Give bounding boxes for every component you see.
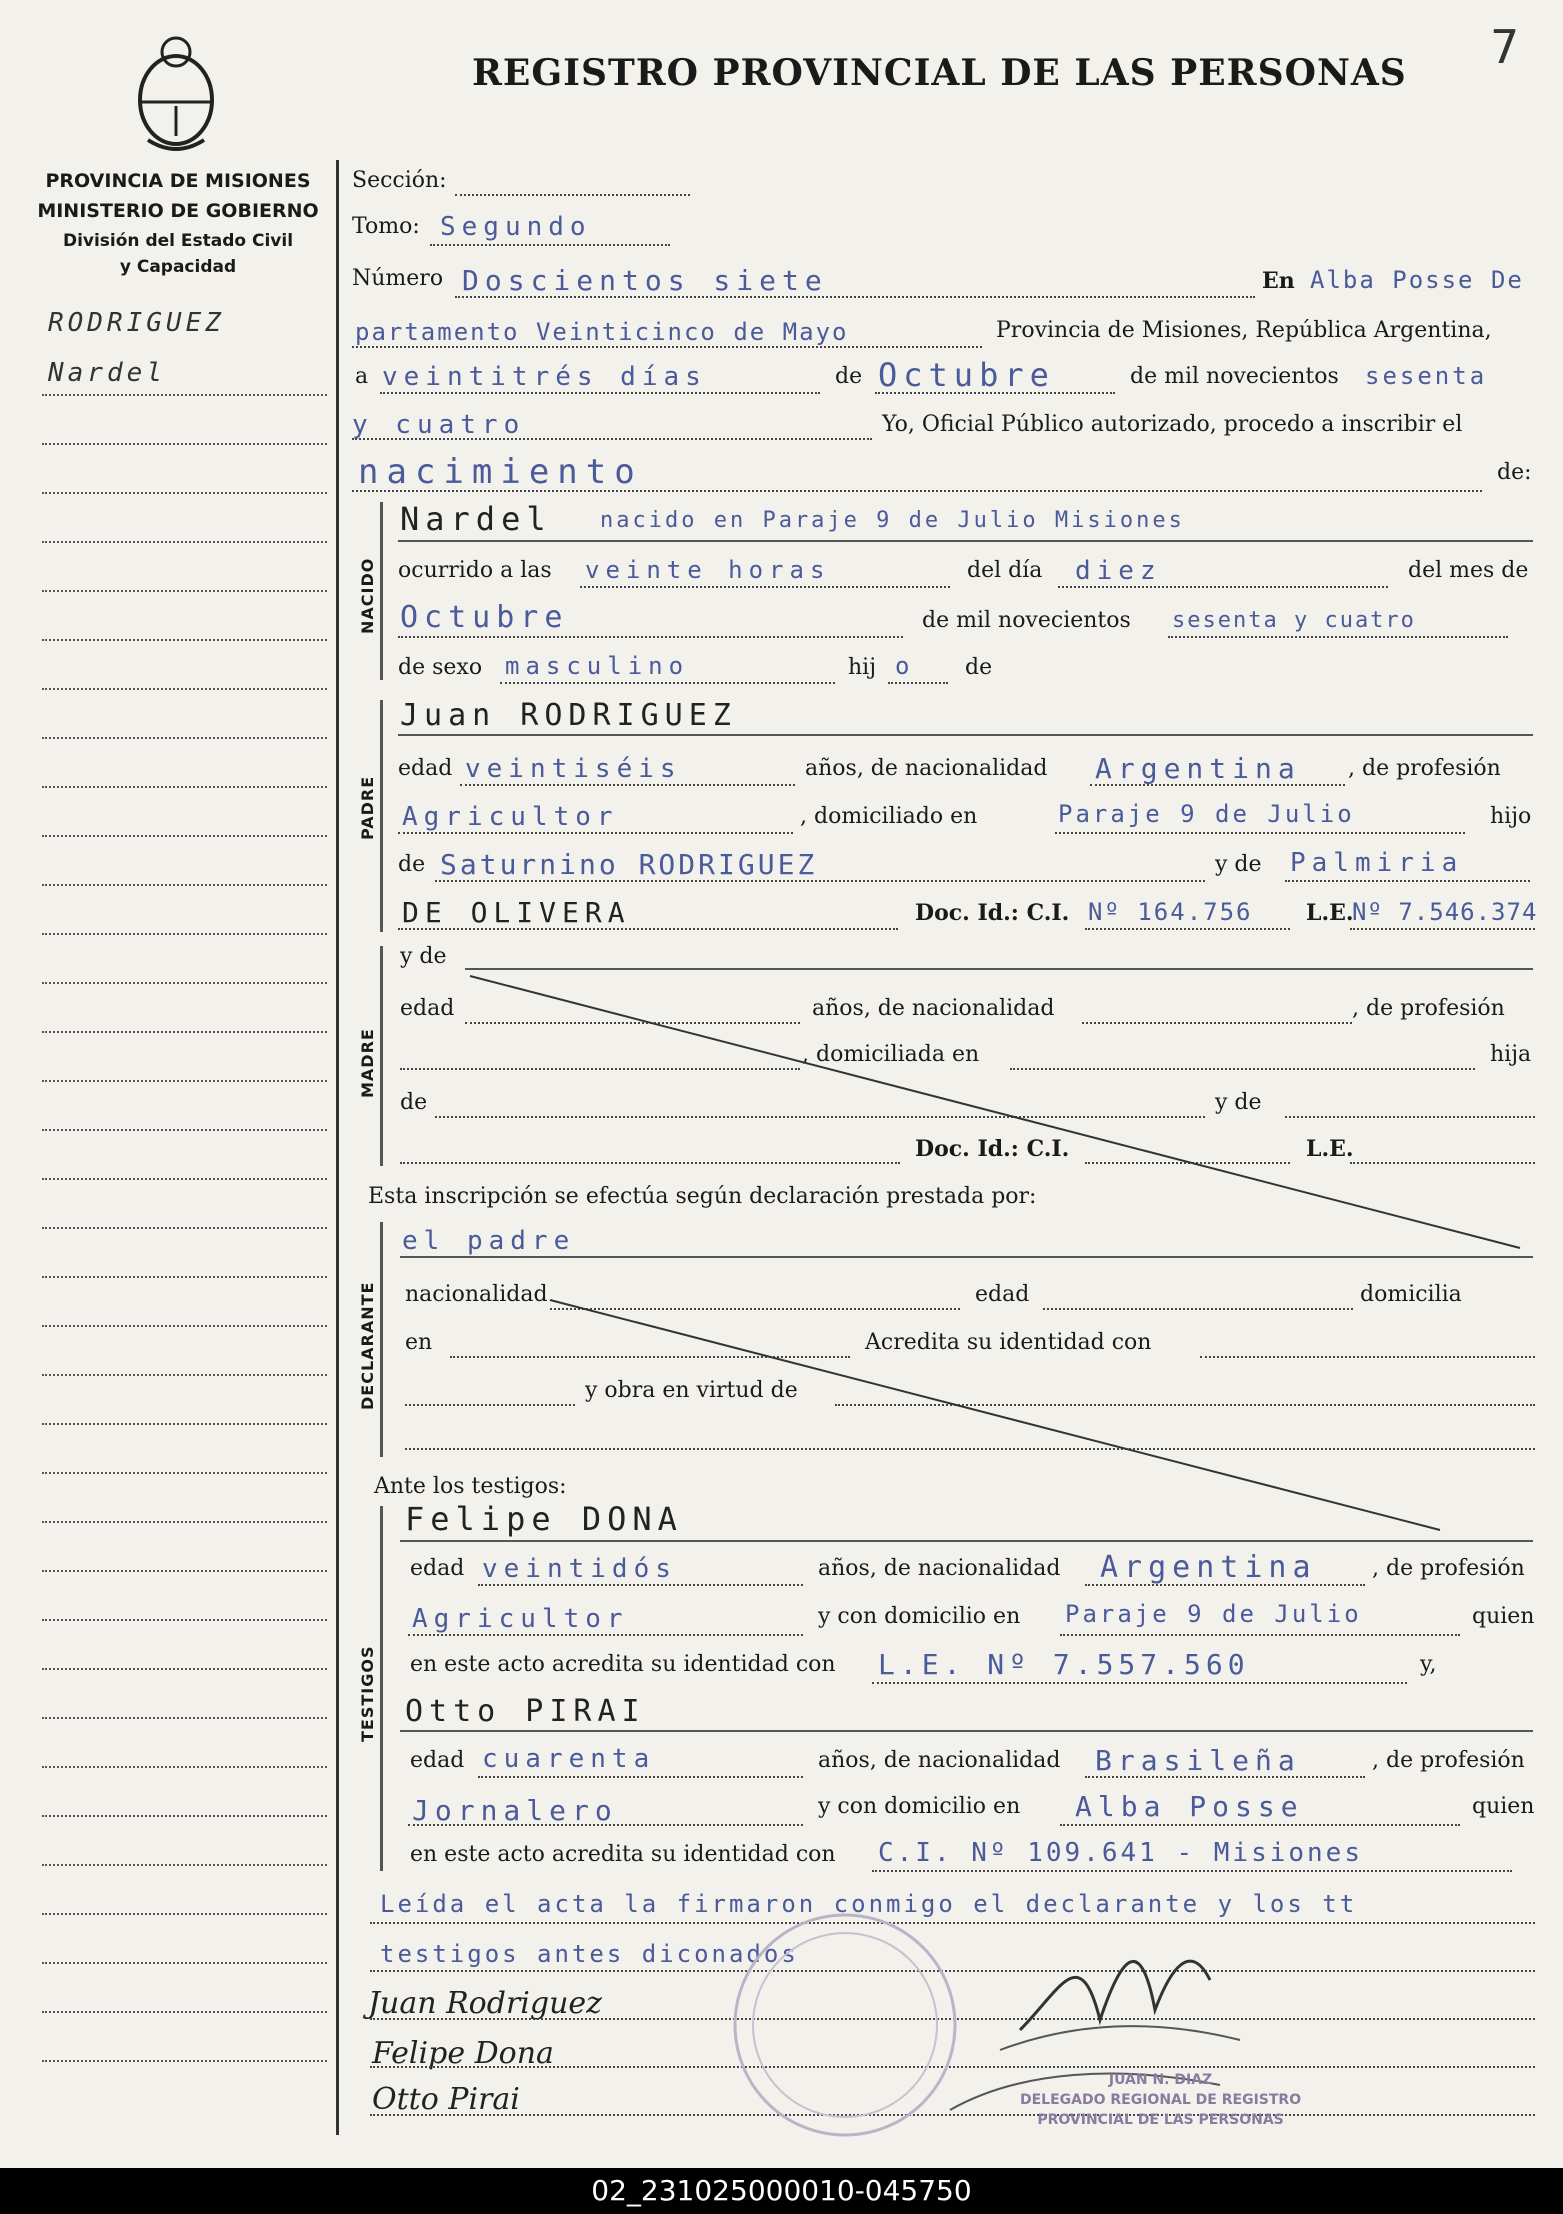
padre-nac-value: Argentina [1095,752,1301,785]
document-title: REGISTRO PROVINCIAL DE LAS PERSONAS [472,52,1407,94]
tomo-value: Segundo [440,212,592,242]
sexo-label: de sexo [398,655,483,680]
decl-obra-label: y obra en virtud de [585,1378,798,1403]
hij-de-label: de [965,655,993,680]
t1-dom-label: y con domicilio en [818,1604,1021,1629]
stamp-line-2: DELEGADO REGIONAL DE REGISTRO [1020,2092,1302,2108]
de-mes-label: de [835,364,863,389]
margin-given-name: Nardel [48,358,166,388]
padre-dom-label: , domiciliado en [800,804,978,829]
testigo1-nombre-value: Felipe DONA [405,1500,683,1538]
a-label: a [355,364,369,389]
t1-dom-value: Paraje 9 de Julio [1065,1600,1362,1628]
firma-felipe: Felipe Dona [372,2036,554,2071]
decl-nac-label: nacionalidad [405,1282,548,1307]
t1-acredita-label: en este acto acredita su identidad con [410,1652,836,1677]
hij-label: hij [848,655,877,680]
t2-doc-value: C.I. Nº 109.641 - Misiones [878,1838,1363,1868]
t2-nac-value: Brasileña [1095,1744,1301,1777]
t1-edad-label: edad [410,1556,465,1581]
decl-acredita-label: Acredita su identidad con [865,1330,1152,1355]
dias-value: veintitrés días [382,362,707,392]
hij-value: o [895,652,916,680]
abuela-2-value: DE OLIVERA [402,896,631,929]
abuelo-de-label: de [398,852,426,877]
padre-prof-value: Agricultor [402,802,619,832]
padre-hijo-label: hijo [1490,804,1532,829]
anio-nac-value: sesenta y cuatro [1172,608,1416,633]
decl-en-label: en [405,1330,433,1355]
t1-prof-value: Agricultor [412,1604,629,1634]
t1-prof-label: , de profesión [1372,1556,1525,1581]
testigos-side-label: TESTIGOS [358,1645,377,1742]
abuela-value: Palmiria [1290,848,1464,878]
stamp-line-3: PROVINCIAL DE LAS PERSONAS [1037,2112,1284,2128]
esta-inscripcion-label: Esta inscripción se efectúa según declaración prestada por: [368,1184,1037,1209]
nacido-side-label: NACIDO [358,557,377,634]
t2-prof-value: Jornalero [412,1794,618,1827]
t1-quien-label: quien [1472,1604,1535,1629]
t2-nac-label: años, de nacionalidad [818,1748,1061,1773]
t2-edad-value: cuarenta [482,1744,656,1774]
padre-edad-label: edad [398,756,453,781]
ministry-heading: MINISTERIO DE GOBIERNO [37,200,319,222]
mes-nac-value: Octubre [400,600,569,635]
declarante-side-label: DECLARANTE [358,1281,377,1410]
leida-line-2: testigos antes diconados [380,1940,799,1968]
madre-le-label: L.E. [1306,1136,1354,1162]
de-colon-label: de: [1497,460,1532,485]
de-mil-label: de mil novecientos [1130,364,1339,389]
province-heading: PROVINCIA DE MISIONES [45,170,311,192]
decl-domicilia-label: domicilia [1360,1282,1462,1307]
numero-value: Doscientos siete [462,264,828,297]
en-value: Alba Posse De [1310,266,1524,294]
t1-nac-label: años, de nacionalidad [818,1556,1061,1581]
leida-line-1: Leída el acta la firmaron conmigo el declarante y los tt [380,1890,1358,1918]
t2-dom-label: y con domicilio en [818,1794,1021,1819]
padre-doc-label: Doc. Id.: C.I. [915,900,1070,926]
madre-hija-label: hija [1490,1042,1532,1067]
acto-value: nacimiento [358,452,643,492]
provincia-label: Provincia de Misiones, República Argentina, [996,318,1492,343]
numero-label: Número [352,266,444,291]
yo-label: Yo, Oficial Público autorizado, procedo a inscribir el [882,412,1463,437]
ocurrido-label: ocurrido a las [398,558,552,583]
abuela-y-de-label: y de [1215,852,1262,877]
madre-de-label: de [400,1090,428,1115]
madre-y-de-label: y de [400,944,447,969]
madre-doc-label: Doc. Id.: C.I. [915,1136,1070,1162]
t2-acredita-label: en este acto acredita su identidad con [410,1842,836,1867]
t2-quien-label: quien [1472,1794,1535,1819]
madre-prof-label: , de profesión [1352,996,1505,1021]
declarante-value: el padre [402,1226,576,1256]
t2-edad-label: edad [410,1748,465,1773]
t2-dom-value: Alba Posse [1075,1790,1304,1823]
sexo-value: masculino [505,652,690,680]
madre-nac-label: años, de nacionalidad [812,996,1055,1021]
anio-value-2: y cuatro [352,410,526,440]
padre-edad-value: veintiséis [465,754,682,784]
t1-y-label: y, [1420,1652,1437,1677]
abuelo-value: Saturnino RODRIGUEZ [440,848,818,881]
padre-nac-label: años, de nacionalidad [805,756,1048,781]
t1-nac-value: Argentina [1100,1550,1317,1585]
padre-ci-value: Nº 164.756 [1088,898,1253,926]
padre-le-label: L.E. [1306,900,1354,926]
footer-caption: 02_231025000010-045750 [0,2168,1563,2214]
madre-y-de-label-2: y de [1215,1090,1262,1115]
t1-doc-value: L.E. Nº 7.557.560 [878,1648,1250,1681]
nacido-lugar-value: nacido en Paraje 9 de Julio Misiones [600,508,1185,533]
nacido-nombre-value: Nardel [400,500,552,538]
seccion-label: Sección: [352,168,447,193]
madre-side-label: MADRE [358,1028,377,1098]
madre-dom-label: , domiciliada en [802,1042,980,1067]
testigo2-nombre-value: Otto PIRAI [405,1694,646,1729]
padre-side-label: PADRE [358,775,377,840]
firma-otto: Otto Pirai [372,2082,520,2117]
madre-edad-label: edad [400,996,455,1021]
stamp-line-1: JUAN N. DIAZ [1108,2072,1213,2088]
division-heading: División del Estado Civil [62,231,294,251]
t2-prof-label: , de profesión [1372,1748,1525,1773]
mes-value: Octubre [878,356,1055,394]
del-dia-label: del día [967,558,1043,583]
en-label: En [1262,268,1295,294]
dia-value: diez [1075,556,1162,586]
decl-edad-label: edad [975,1282,1030,1307]
padre-le-value: Nº 7.546.374 [1352,898,1538,926]
tomo-label: Tomo: [352,214,420,239]
horas-value: veinte horas [585,556,831,584]
padre-prof-label: , de profesión [1348,756,1501,781]
del-mes-label: del mes de [1408,558,1529,583]
page-number: 7 [1490,20,1520,74]
margin-surname: RODRIGUEZ [48,308,225,338]
padre-nombre-value: Juan RODRIGUEZ [400,698,737,733]
firma-juan: Juan Rodriguez [368,1986,602,2021]
anio-value-1: sesenta [1365,362,1488,390]
capacity-heading: y Capacidad [119,257,237,277]
t1-edad-value: veintidós [482,1554,677,1584]
departamento-value: partamento Veinticinco de Mayo [355,318,849,346]
ante-testigos-label: Ante los testigos: [374,1474,567,1499]
padre-dom-value: Paraje 9 de Julio [1058,800,1355,828]
de-mil-nov-label: de mil novecientos [922,608,1131,633]
